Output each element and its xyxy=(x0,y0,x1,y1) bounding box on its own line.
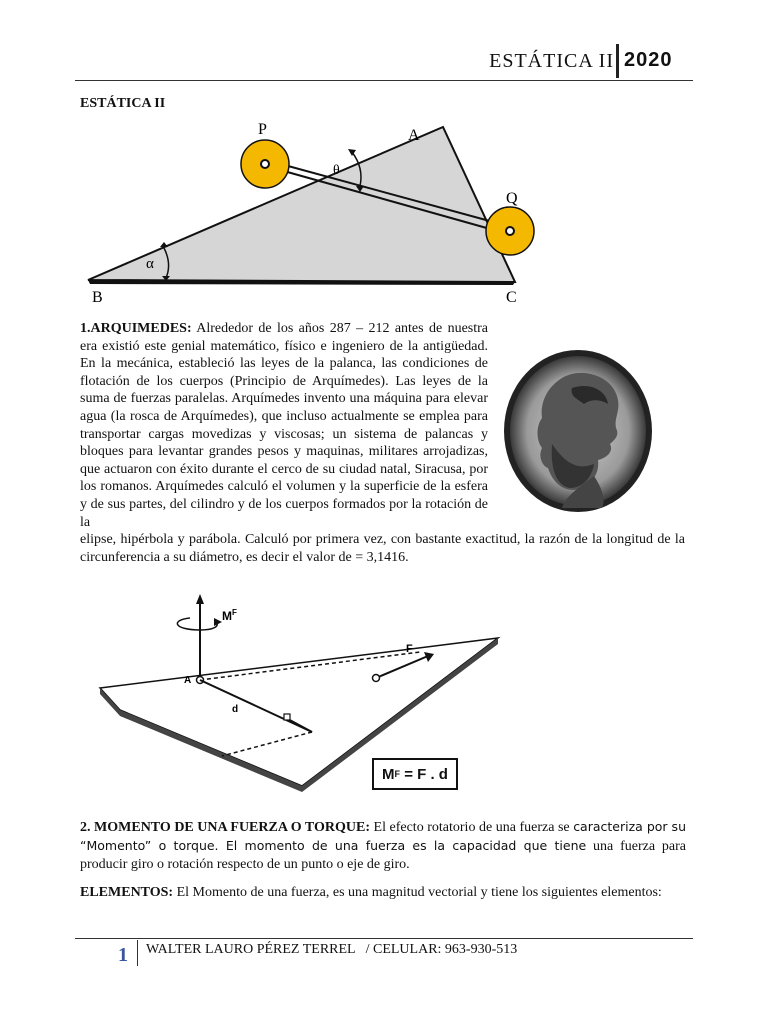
formula-lhs: M xyxy=(382,765,395,783)
label-b: B xyxy=(92,289,103,306)
torque-text-2: una fuerza para producir giro o rotación respecto de un punto o eje de giro. xyxy=(80,838,686,872)
archimedes-body-1: Alrededor de los años 287 – 212 antes de nuestra era existió este genial matemático, físico e ingeniero de la antigüedad. En la mecánica, estableció las leyes de la palanca, las condiciones de flotación de los cuerpos (Principio de Arquímedes). Las leyes de la suma de fuerzas paralelas. Arquímedes invento una máquina para elevar agua (la rosca de Arquímedes), que incluso actualmente se emplea para transportar cargas movedizas y viscosas; un sistema de palancas y bloques para levantar grandes pesos y maquinas, militares arrojadizas, que actuaron con éxito durante el cerco de su ciudad natal, Siracusa, por los romanos. Arquímedes calculó el volumen y la superficie de la esfera y de sus partes, del cilindro y de los cuerpos formados por la rotación de la xyxy=(80,321,488,530)
archimedes-heading: 1.ARQUIMEDES: xyxy=(80,321,192,336)
label-q: Q xyxy=(506,190,518,207)
alpha-arrow-top xyxy=(160,242,168,247)
archimedes-wide-text: elipse, hipérbola y parábola. Calculó por primera vez, con bastante exactitud, la razón de la longitud de la circunferencia a su diámetro, es decir el valor de = 3,1416. xyxy=(80,532,685,565)
inclined-plane-figure xyxy=(80,116,540,312)
header-rule xyxy=(75,80,693,81)
elements-heading: ELEMENTOS: xyxy=(80,885,174,900)
footer-author: WALTER LAURO PÉREZ TERREL / CELULAR: 963-930-513 xyxy=(146,942,518,957)
label-theta: θ xyxy=(333,163,340,178)
label-c: C xyxy=(506,289,517,306)
archimedes-portrait xyxy=(502,348,654,514)
archimedes-narrow-text xyxy=(80,320,488,531)
pulley-p-axle xyxy=(261,160,269,168)
pulley-q-axle xyxy=(506,227,514,235)
elements-paragraph xyxy=(80,884,686,902)
header-year: 2020 xyxy=(624,49,673,71)
torque-paragraph xyxy=(80,818,686,873)
section-title: ESTÁTICA II xyxy=(80,96,166,111)
torque-heading: 2. MOMENTO DE UNA FUERZA O TORQUE: xyxy=(80,820,370,835)
force-point xyxy=(373,675,380,682)
label-point-a: A xyxy=(184,675,192,686)
label-force: F xyxy=(406,643,413,655)
formula-sup: F xyxy=(394,769,401,779)
formula-rhs: = F . d xyxy=(400,765,448,783)
page-number: 1 xyxy=(118,944,128,966)
rotation-arc xyxy=(177,618,217,630)
page-header xyxy=(0,38,768,82)
footer-rule xyxy=(75,938,693,939)
label-p: P xyxy=(258,121,267,138)
label-moment: $M^F$ xyxy=(222,608,237,623)
label-alpha: α xyxy=(146,256,154,272)
torque-text-sans: caracteriza por su “Momento” o torque. El momento de una fuerza es la capacidad que tiene xyxy=(80,819,686,853)
moment-axis-arrowhead xyxy=(196,594,204,604)
right-angle-marker xyxy=(284,714,290,720)
header-divider xyxy=(616,44,619,78)
torque-text-1: El efecto rotatorio de una fuerza se xyxy=(369,820,574,835)
moment-formula xyxy=(372,758,458,790)
rotation-arrowhead xyxy=(214,618,222,626)
label-a: A xyxy=(408,127,420,144)
header-title: ESTÁTICA II xyxy=(489,50,614,72)
label-distance: d xyxy=(232,704,239,715)
footer-divider xyxy=(137,940,138,966)
elements-text: El Momento de una fuerza, es una magnitud vectorial y tiene los siguientes elementos: xyxy=(173,885,662,900)
